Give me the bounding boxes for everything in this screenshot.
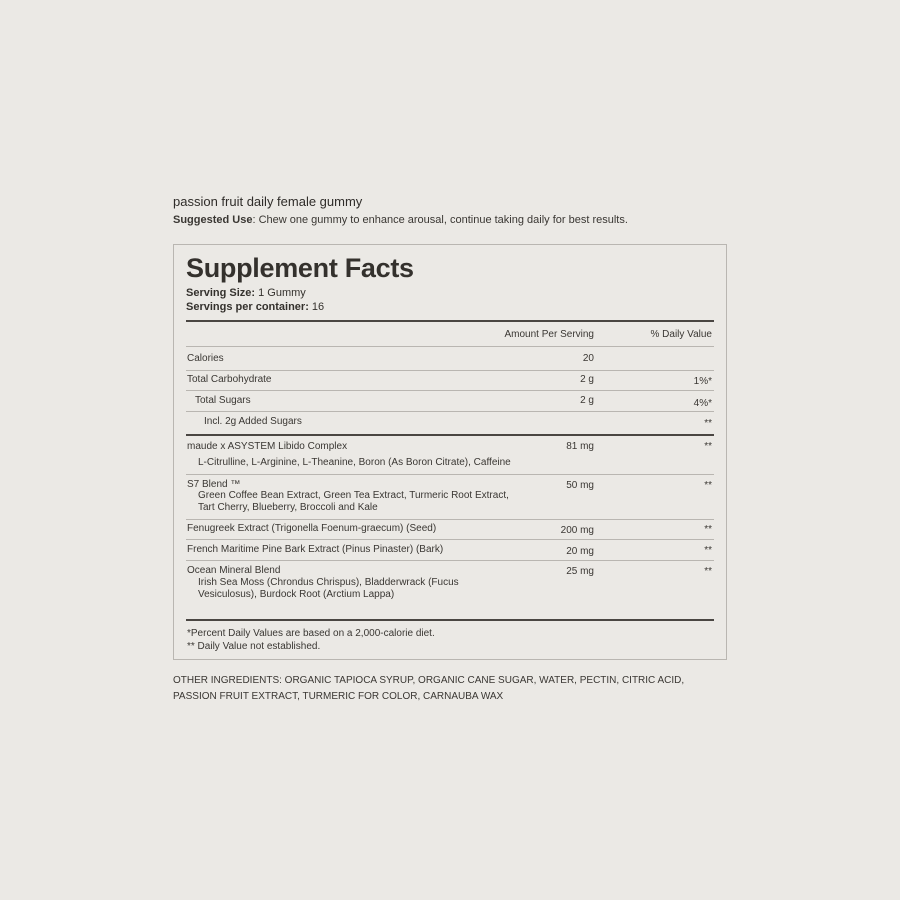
row-libido-complex-ingredients: L-Citrulline, L-Arginine, L-Theanine, Boron (As Boron Citrate), Caffeine <box>198 457 511 468</box>
row-libido-complex-name: maude x ASYSTEM Libido Complex <box>187 441 348 452</box>
facts-title: Supplement Facts <box>186 253 414 283</box>
row-s7-blend-ingredients-1: Green Coffee Bean Extract, Green Tea Extract, Turmeric Root Extract, <box>198 490 509 501</box>
row-libido-complex-amount: 81 mg <box>566 441 594 452</box>
row-s7-blend-amount: 50 mg <box>566 480 594 491</box>
row-pine-bark-amount: 20 mg <box>566 546 594 557</box>
divider <box>186 519 714 520</box>
row-carbohydrate-dv: 1%* <box>693 376 712 387</box>
row-carbohydrate-amount: 2 g <box>580 374 594 385</box>
supplement-facts-panel <box>173 244 727 660</box>
row-pine-bark-name: French Maritime Pine Bark Extract (Pinus Pinaster) (Bark) <box>187 544 444 555</box>
other-ingredients-line-2: PASSION FRUIT EXTRACT, TURMERIC FOR COLOR, CARNAUBA WAX <box>173 691 504 702</box>
row-calories-amount: 20 <box>582 353 594 364</box>
row-added-sugars-dv: ** <box>704 418 712 429</box>
row-ocean-mineral-amount: 25 mg <box>566 566 594 577</box>
row-s7-blend-name: S7 Blend ™ <box>187 479 241 490</box>
row-calories-name: Calories <box>187 353 224 364</box>
serving-size-value: 1 Gummy <box>255 287 306 299</box>
header-daily-value: % Daily Value <box>650 329 712 340</box>
divider <box>186 411 714 412</box>
row-ocean-mineral-dv: ** <box>704 566 712 577</box>
other-ingredients <box>173 673 733 705</box>
divider-thick <box>186 619 714 621</box>
row-pine-bark-dv: ** <box>704 545 712 556</box>
servings-per-container <box>186 301 324 313</box>
product-name: passion fruit daily female gummy <box>173 194 363 209</box>
divider <box>186 370 714 371</box>
suggested-use-label: Suggested Use <box>173 214 253 226</box>
footnote-daily-values: *Percent Daily Values are based on a 2,000-calorie diet. <box>187 628 435 639</box>
divider <box>186 560 714 561</box>
suggested-use-text: : Chew one gummy to enhance arousal, continue taking daily for best results. <box>252 214 628 226</box>
header-amount: Amount Per Serving <box>504 329 594 340</box>
row-ocean-mineral-ingredients-1: Irish Sea Moss (Chrondus Chrispus), Bladderwrack (Fucus <box>198 577 459 588</box>
row-fenugreek-dv: ** <box>704 524 712 535</box>
row-carbohydrate-name: Total Carbohydrate <box>187 374 272 385</box>
divider <box>186 346 714 347</box>
row-libido-complex-dv: ** <box>704 441 712 452</box>
suggested-use <box>173 214 628 226</box>
other-ingredients-line-1: OTHER INGREDIENTS: ORGANIC TAPIOCA SYRUP, ORGANIC CANE SUGAR, WATER, PECTIN, CITRIC ACID, <box>173 675 685 686</box>
row-ocean-mineral-name: Ocean Mineral Blend <box>187 565 281 576</box>
row-fenugreek-amount: 200 mg <box>560 525 594 536</box>
servings-value: 16 <box>308 301 325 313</box>
serving-size <box>186 287 306 299</box>
row-sugars-amount: 2 g <box>580 395 594 406</box>
row-ocean-mineral-ingredients-2: Vesiculosus), Burdock Root (Arctium Lappa) <box>198 589 395 600</box>
divider <box>186 390 714 391</box>
divider-thick <box>186 434 714 436</box>
divider-thick <box>186 320 714 322</box>
footnote-not-established: ** Daily Value not established. <box>187 641 321 652</box>
row-s7-blend-dv: ** <box>704 480 712 491</box>
servings-label: Servings per container: <box>186 301 309 313</box>
divider <box>186 474 714 475</box>
row-added-sugars-name: Incl. 2g Added Sugars <box>204 416 302 427</box>
serving-size-label: Serving Size: <box>186 287 256 299</box>
row-sugars-name: Total Sugars <box>195 395 251 406</box>
row-s7-blend-ingredients-2: Tart Cherry, Blueberry, Broccoli and Kale <box>198 502 378 513</box>
divider <box>186 539 714 540</box>
row-fenugreek-name: Fenugreek Extract (Trigonella Foenum-graecum) (Seed) <box>187 523 437 534</box>
row-sugars-dv: 4%* <box>693 398 712 409</box>
